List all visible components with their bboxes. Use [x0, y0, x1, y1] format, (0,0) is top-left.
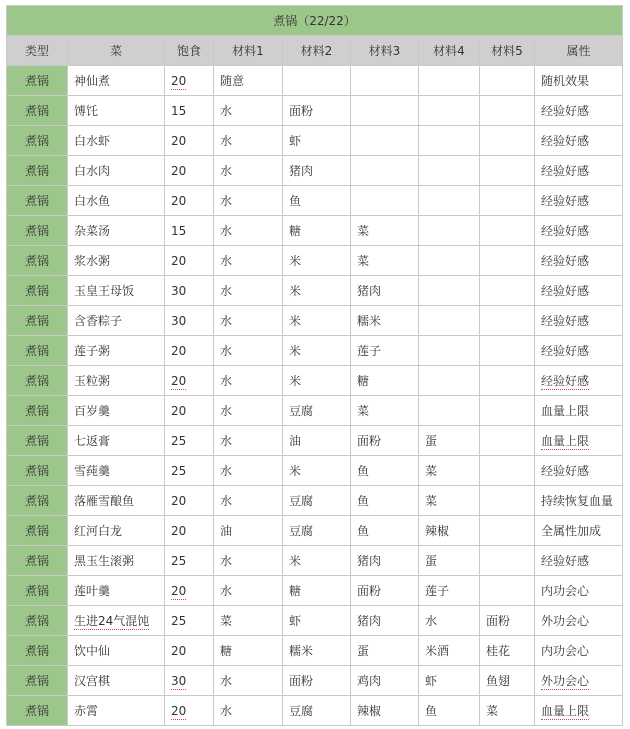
- cell-text: 生进24气混饨: [74, 614, 150, 628]
- cell-satiety: [165, 666, 214, 696]
- cell-mat4: [419, 156, 480, 186]
- table-row: [7, 96, 623, 126]
- cell-mat3: 鱼: [351, 516, 419, 546]
- cell-mat2: 油: [283, 426, 351, 456]
- cell-text: 20: [171, 73, 187, 88]
- table-row: [7, 516, 623, 546]
- cell-mat3: [351, 156, 419, 186]
- cell-satiety: 25: [165, 606, 214, 636]
- cell-attribute: 经验好感: [535, 336, 623, 366]
- cell-satiety: 30: [165, 306, 214, 336]
- header-mat3: 材料3: [351, 36, 419, 66]
- cell-mat2: 米: [283, 456, 351, 486]
- cell-mat2: 糖: [283, 216, 351, 246]
- cell-type: 煮锅: [7, 456, 68, 486]
- cell-satiety: 20: [165, 336, 214, 366]
- cell-mat1: 水: [214, 576, 283, 606]
- cell-attribute: 经验好感: [535, 126, 623, 156]
- header-type: 类型: [7, 36, 68, 66]
- cell-mat4: 辣椒: [419, 516, 480, 546]
- cell-dish: 莲叶羹: [68, 576, 165, 606]
- table-row: [7, 306, 623, 336]
- cell-satiety: 25: [165, 426, 214, 456]
- cell-mat5: [480, 306, 535, 336]
- cell-satiety: [165, 366, 214, 396]
- cell-satiety: 30: [165, 276, 214, 306]
- cell-mat5: 鱼翅: [480, 666, 535, 696]
- cell-satiety: 15: [165, 216, 214, 246]
- table-row: [7, 576, 623, 606]
- cell-dish: 落雁雪酿鱼: [68, 486, 165, 516]
- cell-mat5: [480, 216, 535, 246]
- cell-satiety: [165, 696, 214, 726]
- cell-dish: 七返膏: [68, 426, 165, 456]
- table-row: [7, 456, 623, 486]
- cell-type: 煮锅: [7, 636, 68, 666]
- cell-dish: 浆水粥: [68, 246, 165, 276]
- cell-mat4: [419, 306, 480, 336]
- cell-mat5: [480, 336, 535, 366]
- cell-mat3: 辣椒: [351, 696, 419, 726]
- cell-mat3: 猪肉: [351, 276, 419, 306]
- cell-mat5: [480, 96, 535, 126]
- cell-dish: 百岁羹: [68, 396, 165, 426]
- cell-mat4: [419, 336, 480, 366]
- cell-mat5: [480, 576, 535, 606]
- cell-mat4: 水: [419, 606, 480, 636]
- recipe-table: [6, 5, 623, 726]
- cell-mat1: 水: [214, 156, 283, 186]
- cell-mat1: 水: [214, 666, 283, 696]
- cell-mat4: [419, 186, 480, 216]
- cell-mat4: [419, 126, 480, 156]
- cell-mat5: [480, 456, 535, 486]
- table-row: [7, 66, 623, 96]
- cell-type: 煮锅: [7, 276, 68, 306]
- cell-attribute: 内功会心: [535, 636, 623, 666]
- header-mat1: 材料1: [214, 36, 283, 66]
- cell-mat1: 水: [214, 486, 283, 516]
- cell-mat3: [351, 186, 419, 216]
- cell-attribute: 内功会心: [535, 576, 623, 606]
- table-title: 煮锅（22/22）: [7, 6, 623, 36]
- cell-type: 煮锅: [7, 426, 68, 456]
- cell-mat2: 豆腐: [283, 396, 351, 426]
- cell-mat4: 蛋: [419, 546, 480, 576]
- cell-attribute: 经验好感: [535, 96, 623, 126]
- cell-attribute: 全属性加成: [535, 516, 623, 546]
- cell-mat3: 鸡肉: [351, 666, 419, 696]
- cell-type: 煮锅: [7, 576, 68, 606]
- cell-attribute: 外功会心: [535, 606, 623, 636]
- cell-mat2: 豆腐: [283, 516, 351, 546]
- cell-mat1: 水: [214, 276, 283, 306]
- cell-mat4: 蛋: [419, 426, 480, 456]
- cell-text: 经验好感: [541, 374, 590, 388]
- cell-mat2: 米: [283, 276, 351, 306]
- cell-mat1: 水: [214, 96, 283, 126]
- cell-mat2: 米: [283, 546, 351, 576]
- table-row: [7, 156, 623, 186]
- cell-mat5: [480, 546, 535, 576]
- cell-attribute: 经验好感: [535, 186, 623, 216]
- cell-mat4: [419, 396, 480, 426]
- cell-satiety: 20: [165, 246, 214, 276]
- table-row: [7, 396, 623, 426]
- cell-mat1: 水: [214, 366, 283, 396]
- cell-mat1: 水: [214, 306, 283, 336]
- header-mat4: 材料4: [419, 36, 480, 66]
- cell-mat4: 莲子: [419, 576, 480, 606]
- cell-mat5: [480, 66, 535, 96]
- cell-mat2: [283, 66, 351, 96]
- cell-mat4: [419, 246, 480, 276]
- cell-attribute: 经验好感: [535, 216, 623, 246]
- cell-type: 煮锅: [7, 216, 68, 246]
- cell-text: 30: [171, 673, 187, 688]
- cell-type: 煮锅: [7, 366, 68, 396]
- cell-attribute: [535, 696, 623, 726]
- cell-mat5: [480, 186, 535, 216]
- cell-mat4: [419, 276, 480, 306]
- cell-mat2: 糯米: [283, 636, 351, 666]
- cell-mat1: 水: [214, 246, 283, 276]
- cell-attribute: 经验好感: [535, 156, 623, 186]
- cell-mat3: 糖: [351, 366, 419, 396]
- header-mat2: 材料2: [283, 36, 351, 66]
- cell-mat3: 面粉: [351, 576, 419, 606]
- cell-dish: 饮中仙: [68, 636, 165, 666]
- cell-mat5: 桂花: [480, 636, 535, 666]
- cell-mat1: 水: [214, 126, 283, 156]
- cell-mat1: 随意: [214, 66, 283, 96]
- cell-text: 20: [171, 373, 187, 388]
- cell-mat4: [419, 216, 480, 246]
- cell-satiety: 20: [165, 636, 214, 666]
- table-row: [7, 606, 623, 636]
- cell-mat5: [480, 486, 535, 516]
- cell-mat3: 猪肉: [351, 546, 419, 576]
- cell-mat2: 豆腐: [283, 486, 351, 516]
- cell-mat2: 米: [283, 246, 351, 276]
- cell-type: 煮锅: [7, 516, 68, 546]
- cell-mat4: 米酒: [419, 636, 480, 666]
- cell-mat1: 水: [214, 186, 283, 216]
- cell-mat5: [480, 156, 535, 186]
- cell-text: 20: [171, 703, 187, 718]
- cell-type: 煮锅: [7, 546, 68, 576]
- cell-mat5: [480, 396, 535, 426]
- cell-attribute: 经验好感: [535, 276, 623, 306]
- table-row: [7, 186, 623, 216]
- cell-text: 外功会心: [541, 674, 590, 688]
- cell-satiety: 20: [165, 486, 214, 516]
- cell-dish: 汉宫棋: [68, 666, 165, 696]
- cell-attribute: 血量上限: [535, 396, 623, 426]
- cell-satiety: [165, 66, 214, 96]
- header-satiety: 饱食: [165, 36, 214, 66]
- cell-mat3: 面粉: [351, 426, 419, 456]
- cell-dish: 玉皇王母饭: [68, 276, 165, 306]
- cell-type: 煮锅: [7, 66, 68, 96]
- cell-satiety: 20: [165, 126, 214, 156]
- table-row: [7, 426, 623, 456]
- table-row: [7, 366, 623, 396]
- cell-dish: 赤霄: [68, 696, 165, 726]
- cell-mat1: 水: [214, 696, 283, 726]
- cell-mat2: 米: [283, 306, 351, 336]
- cell-mat2: 虾: [283, 606, 351, 636]
- table-row: [7, 246, 623, 276]
- cell-satiety: [165, 576, 214, 606]
- cell-mat3: 菜: [351, 216, 419, 246]
- cell-satiety: 20: [165, 516, 214, 546]
- cell-mat3: 猪肉: [351, 606, 419, 636]
- cell-mat3: 糯米: [351, 306, 419, 336]
- cell-mat5: 面粉: [480, 606, 535, 636]
- cell-mat5: [480, 126, 535, 156]
- cell-attribute: 随机效果: [535, 66, 623, 96]
- cell-dish: 白水肉: [68, 156, 165, 186]
- cell-text: 血量上限: [541, 704, 590, 718]
- cell-mat4: 菜: [419, 486, 480, 516]
- table-row: [7, 336, 623, 366]
- cell-mat3: 菜: [351, 246, 419, 276]
- cell-mat3: 鱼: [351, 486, 419, 516]
- cell-mat3: 鱼: [351, 456, 419, 486]
- cell-mat1: 水: [214, 216, 283, 246]
- cell-attribute: [535, 426, 623, 456]
- cell-mat3: 菜: [351, 396, 419, 426]
- cell-dish: 红河白龙: [68, 516, 165, 546]
- cell-mat2: 豆腐: [283, 696, 351, 726]
- cell-type: 煮锅: [7, 186, 68, 216]
- header-dish: 菜: [68, 36, 165, 66]
- cell-mat2: 猪肉: [283, 156, 351, 186]
- cell-mat3: [351, 66, 419, 96]
- cell-dish: 雪莼羹: [68, 456, 165, 486]
- cell-mat1: 糖: [214, 636, 283, 666]
- cell-attribute: 经验好感: [535, 306, 623, 336]
- cell-attribute: [535, 666, 623, 696]
- cell-mat3: [351, 96, 419, 126]
- cell-attribute: 经验好感: [535, 456, 623, 486]
- table-row: [7, 636, 623, 666]
- cell-text: 20: [171, 583, 187, 598]
- cell-mat1: 水: [214, 336, 283, 366]
- cell-satiety: 25: [165, 456, 214, 486]
- cell-satiety: 25: [165, 546, 214, 576]
- cell-type: 煮锅: [7, 306, 68, 336]
- cell-mat2: 糖: [283, 576, 351, 606]
- cell-mat5: [480, 426, 535, 456]
- cell-dish: 黑玉生滚粥: [68, 546, 165, 576]
- cell-type: 煮锅: [7, 246, 68, 276]
- cell-attribute: 经验好感: [535, 246, 623, 276]
- header-mat5: 材料5: [480, 36, 535, 66]
- cell-mat3: 蛋: [351, 636, 419, 666]
- cell-type: 煮锅: [7, 336, 68, 366]
- cell-type: 煮锅: [7, 396, 68, 426]
- table-row: [7, 546, 623, 576]
- cell-mat5: [480, 276, 535, 306]
- cell-mat5: [480, 516, 535, 546]
- cell-mat2: 面粉: [283, 666, 351, 696]
- cell-mat4: 虾: [419, 666, 480, 696]
- table-row: [7, 696, 623, 726]
- cell-mat1: 水: [214, 456, 283, 486]
- cell-mat5: [480, 366, 535, 396]
- cell-attribute: [535, 366, 623, 396]
- cell-mat1: 水: [214, 546, 283, 576]
- cell-mat4: 菜: [419, 456, 480, 486]
- cell-type: 煮锅: [7, 126, 68, 156]
- cell-mat5: 菜: [480, 696, 535, 726]
- cell-mat2: 面粉: [283, 96, 351, 126]
- cell-mat3: 莲子: [351, 336, 419, 366]
- cell-mat4: [419, 66, 480, 96]
- header-attribute: 属性: [535, 36, 623, 66]
- cell-mat2: 米: [283, 366, 351, 396]
- cell-mat1: 油: [214, 516, 283, 546]
- table-row: [7, 216, 623, 246]
- cell-text: 血量上限: [541, 434, 590, 448]
- cell-mat3: [351, 126, 419, 156]
- cell-mat2: 米: [283, 336, 351, 366]
- cell-type: 煮锅: [7, 606, 68, 636]
- cell-mat4: 鱼: [419, 696, 480, 726]
- cell-satiety: 20: [165, 396, 214, 426]
- table-row: [7, 276, 623, 306]
- cell-attribute: 经验好感: [535, 546, 623, 576]
- cell-mat2: 虾: [283, 126, 351, 156]
- cell-mat1: 菜: [214, 606, 283, 636]
- cell-dish: 馎饦: [68, 96, 165, 126]
- cell-mat4: [419, 96, 480, 126]
- table-row: [7, 666, 623, 696]
- cell-mat2: 鱼: [283, 186, 351, 216]
- header-row: [7, 36, 623, 66]
- cell-type: 煮锅: [7, 96, 68, 126]
- cell-dish: 含香粽子: [68, 306, 165, 336]
- cell-mat1: 水: [214, 426, 283, 456]
- cell-dish: 白水鱼: [68, 186, 165, 216]
- cell-type: 煮锅: [7, 666, 68, 696]
- cell-satiety: 20: [165, 156, 214, 186]
- cell-dish: 莲子粥: [68, 336, 165, 366]
- cell-satiety: 15: [165, 96, 214, 126]
- cell-type: 煮锅: [7, 486, 68, 516]
- cell-type: 煮锅: [7, 696, 68, 726]
- table-row: [7, 126, 623, 156]
- cell-satiety: 20: [165, 186, 214, 216]
- cell-dish: [68, 606, 165, 636]
- cell-dish: 白水虾: [68, 126, 165, 156]
- cell-attribute: 持续恢复血量: [535, 486, 623, 516]
- cell-dish: 玉粒粥: [68, 366, 165, 396]
- cell-mat5: [480, 246, 535, 276]
- table-body: [7, 66, 623, 726]
- table-row: [7, 486, 623, 516]
- cell-mat1: 水: [214, 396, 283, 426]
- cell-type: 煮锅: [7, 156, 68, 186]
- cell-mat4: [419, 366, 480, 396]
- cell-dish: 杂菜汤: [68, 216, 165, 246]
- cell-dish: 神仙煮: [68, 66, 165, 96]
